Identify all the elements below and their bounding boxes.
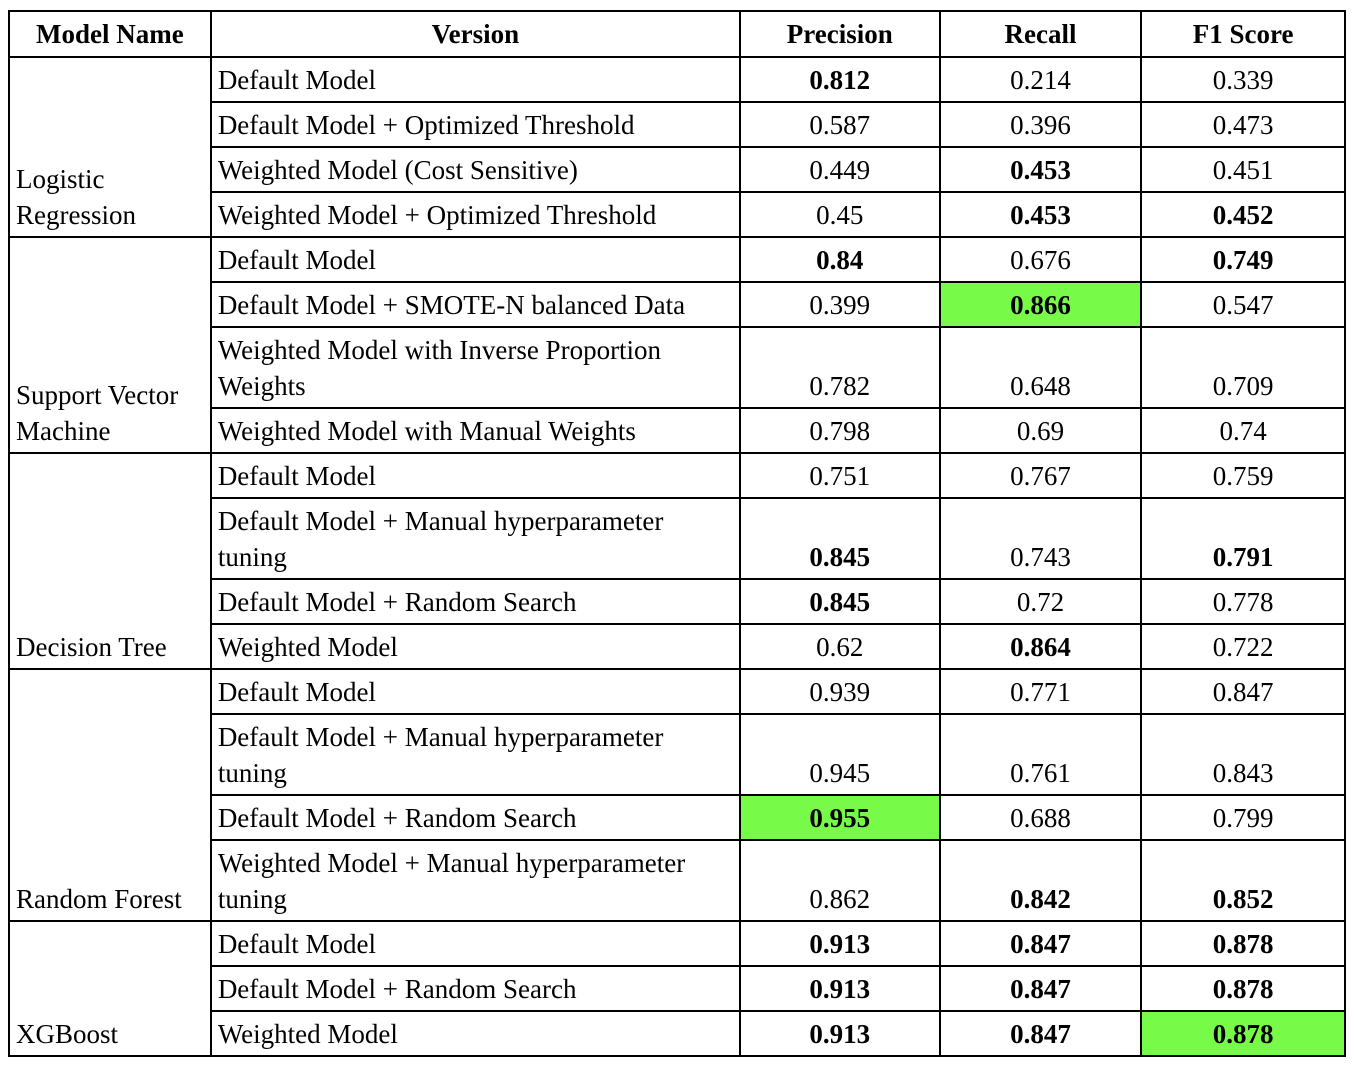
precision-cell: 0.845 — [740, 579, 940, 624]
f1-score-cell: 0.852 — [1141, 840, 1345, 921]
version-cell: Default Model + Manual hyperparameter tuning — [211, 498, 740, 579]
header-model-name: Model Name — [9, 11, 211, 57]
model-name-cell: XGBoost — [9, 921, 211, 1056]
header-row — [9, 11, 1345, 57]
header-precision: Precision — [740, 11, 940, 57]
header-f1-score: F1 Score — [1141, 11, 1345, 57]
version-cell: Weighted Model + Manual hyperparameter tuning — [211, 840, 740, 921]
f1-score-cell: 0.878 — [1141, 966, 1345, 1011]
version-cell: Default Model — [211, 669, 740, 714]
precision-cell: 0.913 — [740, 921, 940, 966]
recall-cell: 0.842 — [940, 840, 1142, 921]
precision-cell: 0.399 — [740, 282, 940, 327]
f1-score-cell: 0.878 — [1141, 1011, 1345, 1056]
results-table — [8, 10, 1346, 1057]
precision-cell: 0.45 — [740, 192, 940, 237]
recall-cell: 0.69 — [940, 408, 1142, 453]
f1-score-cell: 0.547 — [1141, 282, 1345, 327]
precision-cell: 0.939 — [740, 669, 940, 714]
model-name-cell: Support Vector Machine — [9, 237, 211, 453]
f1-score-cell: 0.452 — [1141, 192, 1345, 237]
version-cell: Weighted Model + Optimized Threshold — [211, 192, 740, 237]
precision-cell: 0.913 — [740, 966, 940, 1011]
header-recall: Recall — [940, 11, 1142, 57]
recall-cell: 0.864 — [940, 624, 1142, 669]
recall-cell: 0.72 — [940, 579, 1142, 624]
f1-score-cell: 0.843 — [1141, 714, 1345, 795]
recall-cell: 0.396 — [940, 102, 1142, 147]
recall-cell: 0.771 — [940, 669, 1142, 714]
precision-cell: 0.449 — [740, 147, 940, 192]
version-cell: Weighted Model with Inverse Proportion Weights — [211, 327, 740, 408]
precision-cell: 0.782 — [740, 327, 940, 408]
version-cell: Weighted Model — [211, 1011, 740, 1056]
f1-score-cell: 0.799 — [1141, 795, 1345, 840]
table-row — [9, 237, 1345, 282]
precision-cell: 0.862 — [740, 840, 940, 921]
recall-cell: 0.688 — [940, 795, 1142, 840]
recall-cell: 0.767 — [940, 453, 1142, 498]
f1-score-cell: 0.339 — [1141, 57, 1345, 102]
f1-score-cell: 0.473 — [1141, 102, 1345, 147]
version-cell: Default Model — [211, 237, 740, 282]
recall-cell: 0.453 — [940, 192, 1142, 237]
precision-cell: 0.587 — [740, 102, 940, 147]
table-row — [9, 921, 1345, 966]
version-cell: Default Model — [211, 453, 740, 498]
version-cell: Default Model — [211, 57, 740, 102]
version-cell: Default Model + Manual hyperparameter tuning — [211, 714, 740, 795]
precision-cell: 0.751 — [740, 453, 940, 498]
f1-score-cell: 0.759 — [1141, 453, 1345, 498]
header-version: Version — [211, 11, 740, 57]
f1-score-cell: 0.847 — [1141, 669, 1345, 714]
model-name-cell: Decision Tree — [9, 453, 211, 669]
recall-cell: 0.453 — [940, 147, 1142, 192]
model-name-cell: Logistic Regression — [9, 57, 211, 237]
version-cell: Weighted Model — [211, 624, 740, 669]
f1-score-cell: 0.791 — [1141, 498, 1345, 579]
f1-score-cell: 0.74 — [1141, 408, 1345, 453]
precision-cell: 0.955 — [740, 795, 940, 840]
recall-cell: 0.743 — [940, 498, 1142, 579]
recall-cell: 0.648 — [940, 327, 1142, 408]
recall-cell: 0.761 — [940, 714, 1142, 795]
f1-score-cell: 0.722 — [1141, 624, 1345, 669]
version-cell: Default Model — [211, 921, 740, 966]
recall-cell: 0.847 — [940, 921, 1142, 966]
model-name-cell: Random Forest — [9, 669, 211, 921]
version-cell: Weighted Model with Manual Weights — [211, 408, 740, 453]
table-row — [9, 669, 1345, 714]
version-cell: Default Model + Random Search — [211, 966, 740, 1011]
table-row — [9, 453, 1345, 498]
version-cell: Default Model + Optimized Threshold — [211, 102, 740, 147]
precision-cell: 0.84 — [740, 237, 940, 282]
precision-cell: 0.812 — [740, 57, 940, 102]
precision-cell: 0.913 — [740, 1011, 940, 1056]
table-body — [9, 57, 1345, 1056]
recall-cell: 0.866 — [940, 282, 1142, 327]
f1-score-cell: 0.778 — [1141, 579, 1345, 624]
f1-score-cell: 0.749 — [1141, 237, 1345, 282]
version-cell: Default Model + SMOTE-N balanced Data — [211, 282, 740, 327]
precision-cell: 0.62 — [740, 624, 940, 669]
precision-cell: 0.845 — [740, 498, 940, 579]
recall-cell: 0.214 — [940, 57, 1142, 102]
version-cell: Default Model + Random Search — [211, 579, 740, 624]
version-cell: Default Model + Random Search — [211, 795, 740, 840]
f1-score-cell: 0.709 — [1141, 327, 1345, 408]
recall-cell: 0.847 — [940, 966, 1142, 1011]
table-row — [9, 57, 1345, 102]
precision-cell: 0.945 — [740, 714, 940, 795]
recall-cell: 0.676 — [940, 237, 1142, 282]
f1-score-cell: 0.878 — [1141, 921, 1345, 966]
recall-cell: 0.847 — [940, 1011, 1142, 1056]
f1-score-cell: 0.451 — [1141, 147, 1345, 192]
precision-cell: 0.798 — [740, 408, 940, 453]
version-cell: Weighted Model (Cost Sensitive) — [211, 147, 740, 192]
